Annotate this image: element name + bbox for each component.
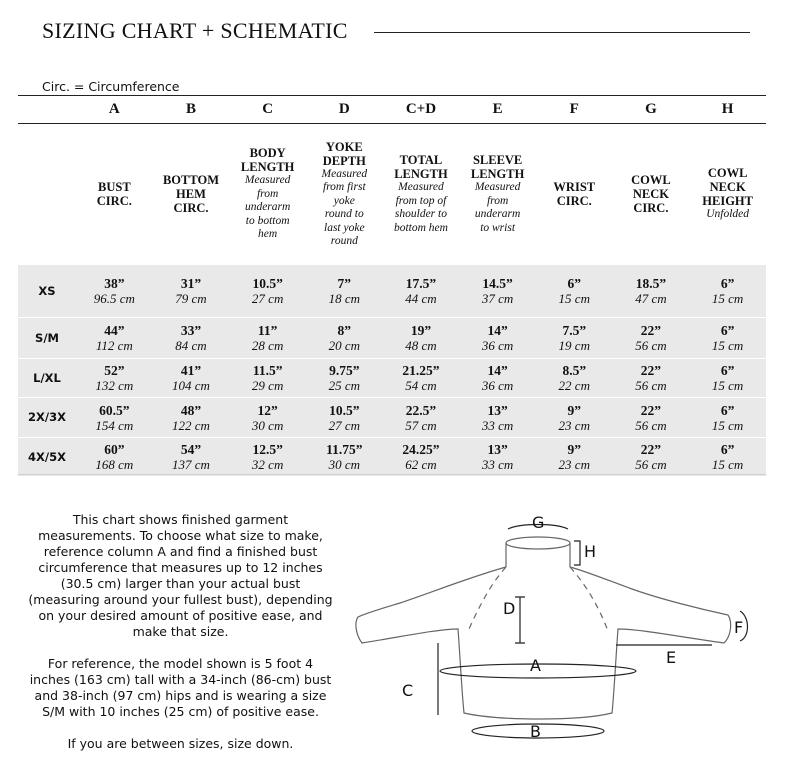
inches-value: 44”	[104, 323, 125, 338]
column-heading-line: BODY	[249, 146, 286, 161]
measurement-cell	[689, 318, 766, 358]
measure-h	[574, 541, 580, 565]
measurement-cell	[306, 359, 383, 397]
inches-value: 22”	[640, 442, 662, 457]
column-letter	[18, 96, 76, 124]
inches-value: 18.5”	[635, 276, 667, 291]
inches-value: 21.25”	[402, 363, 440, 378]
collar-top	[506, 537, 570, 549]
column-subheading-line: Measured	[321, 167, 368, 180]
inches-value: 38”	[104, 276, 125, 291]
inches-value: 9”	[567, 402, 582, 418]
centimeters-value: 56 cm	[635, 338, 667, 353]
inches-value: 54”	[180, 442, 202, 457]
measurement-cell	[76, 398, 153, 437]
centimeters-value: 30 cm	[251, 417, 284, 433]
column-letter: A	[76, 96, 153, 124]
measurement-cell	[459, 265, 536, 317]
column-subheading-line: hem	[258, 228, 278, 241]
column-heading-line: DEPTH	[322, 153, 366, 168]
between-sizes-note: If you are between sizes, size down.	[67, 736, 294, 751]
centimeters-value: 15 cm	[711, 457, 744, 472]
table-row	[18, 398, 766, 437]
column-letter: G	[613, 96, 690, 124]
label-b: B	[530, 722, 541, 741]
abbreviation-note: Circ. = Circumference	[42, 79, 180, 94]
column-heading-line: CIRC.	[633, 201, 669, 215]
centimeters-value: 15 cm	[711, 338, 744, 353]
centimeters-value: 23 cm	[558, 457, 590, 472]
label-g: G	[532, 513, 545, 532]
inches-value: 8”	[337, 323, 352, 338]
centimeters-value: 29 cm	[251, 378, 284, 393]
measurement-cell	[536, 265, 613, 317]
column-subheading-line: Measured	[244, 174, 291, 187]
column-description	[76, 124, 153, 265]
centimeters-value: 15 cm	[711, 417, 744, 433]
centimeters-value: 19 cm	[558, 338, 590, 353]
measurement-cell	[229, 318, 306, 358]
inches-value: 9.75”	[329, 363, 360, 378]
table-row	[18, 318, 766, 358]
column-subheading-line: round	[330, 235, 358, 247]
sizing-table	[18, 95, 766, 476]
collar-sides	[506, 543, 570, 567]
inches-value: 11.75”	[326, 442, 363, 457]
centimeters-value: 44 cm	[405, 291, 437, 306]
measurement-cell	[383, 318, 460, 358]
centimeters-value: 15 cm	[711, 291, 744, 306]
page-title: SIZING CHART + SCHEMATIC	[42, 18, 348, 43]
measurement-cell	[536, 438, 613, 476]
column-subheading-line: Measured	[474, 181, 521, 193]
measurement-cell	[459, 398, 536, 437]
column-letter: D	[306, 96, 383, 124]
column-description	[306, 124, 383, 265]
column-heading-line: CIRC.	[96, 194, 132, 208]
label-c: C	[402, 681, 414, 700]
measurement-cell	[229, 265, 306, 317]
inches-value: 14”	[487, 323, 508, 338]
centimeters-value: 104 cm	[172, 378, 210, 393]
column-description	[153, 124, 230, 265]
measurement-cell	[689, 359, 766, 397]
inches-value: 24.25”	[402, 442, 440, 457]
inches-value: 19”	[410, 323, 432, 338]
column-letter: E	[459, 96, 536, 124]
column-heading-line: COWL	[631, 173, 671, 187]
table-row	[18, 359, 766, 397]
centimeters-value: 18 cm	[328, 291, 360, 306]
inches-value: 6”	[720, 402, 735, 418]
measurement-cell	[689, 398, 766, 437]
column-subheading-line: Measured	[398, 181, 444, 193]
centimeters-value: 56 cm	[635, 417, 667, 433]
measurement-cell	[383, 359, 460, 397]
centimeters-value: 79 cm	[175, 291, 207, 306]
column-heading-line: LENGTH	[240, 160, 295, 175]
measurement-cell	[153, 265, 230, 317]
column-subheading-line: underarm	[244, 201, 291, 214]
inches-value: 11.5”	[252, 363, 283, 378]
column-subheading-line: from top of	[395, 194, 447, 207]
column-heading-line: CIRC.	[173, 201, 209, 215]
measurement-cell	[229, 359, 306, 397]
table-row	[18, 265, 766, 317]
column-subheading-line: round to	[324, 208, 364, 220]
column-subheading-line: Unfolded	[706, 208, 750, 221]
centimeters-value: 27 cm	[251, 291, 284, 306]
sweater-schematic	[340, 505, 760, 765]
inches-value: 13”	[487, 402, 508, 418]
centimeters-value: 25 cm	[328, 378, 360, 393]
measurement-cell	[153, 398, 230, 437]
measurement-cell	[306, 438, 383, 476]
centimeters-value: 54 cm	[405, 378, 437, 393]
centimeters-value: 20 cm	[328, 338, 360, 353]
label-f: F	[734, 618, 744, 637]
column-subheading-line: from	[486, 194, 509, 207]
measurement-cell	[536, 318, 613, 358]
centimeters-value: 15 cm	[711, 378, 744, 393]
label-a: A	[530, 656, 541, 675]
size-label: XS	[18, 265, 76, 317]
inches-value: 6”	[720, 276, 735, 291]
column-subheading-line: yoke	[333, 194, 355, 207]
label-h: H	[584, 542, 597, 561]
measurement-cell	[613, 438, 690, 476]
inches-value: 22.5”	[405, 402, 437, 418]
centimeters-value: 30 cm	[328, 457, 360, 472]
inches-value: 8.5”	[562, 363, 587, 378]
measurement-cell	[383, 398, 460, 437]
column-subheading-line: from	[256, 187, 279, 200]
measurement-cell	[306, 398, 383, 437]
measurement-cell	[306, 265, 383, 317]
column-heading-line: BUST	[98, 180, 131, 194]
column-letter: F	[536, 96, 613, 124]
column-subheading-line: bottom hem	[393, 221, 448, 234]
measurement-cell	[613, 318, 690, 358]
column-description	[383, 124, 460, 265]
column-heading-line: BOTTOM	[162, 173, 219, 187]
measurement-cell	[383, 265, 460, 317]
centimeters-value: 36 cm	[481, 338, 514, 353]
inches-value: 12.5”	[252, 442, 283, 457]
inches-value: 60.5”	[99, 402, 130, 418]
column-description-row	[18, 124, 766, 265]
inches-value: 60”	[104, 442, 125, 457]
centimeters-value: 22 cm	[558, 378, 590, 393]
centimeters-value: 28 cm	[251, 338, 284, 353]
measurement-cell	[613, 265, 690, 317]
column-heading-line: CIRC.	[556, 194, 592, 208]
inches-value: 22”	[640, 323, 662, 338]
column-letter-row	[18, 96, 766, 124]
centimeters-value: 33 cm	[481, 417, 514, 433]
measurement-cell	[689, 438, 766, 476]
measurement-cell	[536, 359, 613, 397]
column-description	[613, 124, 690, 265]
title-rule	[374, 32, 750, 33]
centimeters-value: 62 cm	[405, 457, 437, 472]
column-heading-line: COWL	[707, 166, 748, 181]
instruction-paragraph: This chart shows finished garment measurements. To choose what size to make, reference column A and find a finished bust circumference that measures up to 12 inches (30.5 cm) larger than your actual bust (measuring around your fullest bust), depending on your desired amount of positive ease, and make that size.	[28, 512, 333, 639]
inches-value: 7.5”	[562, 323, 587, 338]
inches-value: 6”	[720, 442, 735, 457]
column-heading-line: NECK	[709, 180, 746, 195]
column-subheading-line: to bottom	[245, 214, 290, 227]
reference-paragraph: For reference, the model shown is 5 foot 4 inches (163 cm) tall with a 34-inch (86-cm) bust and 38-inch (97 cm) hips and is wearing a size S/M with 10 inches (25 cm) of positive ease.	[29, 656, 332, 719]
column-heading-line: HEM	[176, 187, 206, 201]
inches-value: 14”	[487, 363, 508, 378]
measurement-cell	[613, 359, 690, 397]
column-letter: H	[689, 96, 766, 124]
column-heading-line: LENGTH	[470, 167, 525, 181]
centimeters-value: 56 cm	[635, 457, 667, 472]
size-label: 2X/3X	[18, 398, 76, 437]
column-heading-line: WRIST	[553, 180, 596, 194]
size-label: S/M	[18, 318, 76, 358]
centimeters-value: 122 cm	[172, 417, 210, 433]
centimeters-value: 112 cm	[95, 338, 133, 353]
centimeters-value: 168 cm	[95, 457, 134, 472]
column-subheading-line: last yoke	[324, 221, 365, 234]
measure-d	[515, 597, 525, 643]
inches-value: 22”	[640, 363, 662, 378]
centimeters-value: 137 cm	[172, 457, 210, 472]
column-heading-line: YOKE	[325, 139, 363, 154]
column-subheading-line: from first	[322, 181, 366, 193]
table-bottom-rule	[18, 474, 766, 475]
centimeters-value: 33 cm	[481, 457, 514, 472]
column-description	[459, 124, 536, 265]
measurement-cell	[613, 398, 690, 437]
column-heading-line: TOTAL	[399, 153, 443, 167]
inches-value: 10.5”	[252, 276, 283, 291]
measurement-cell	[153, 438, 230, 476]
centimeters-value: 56 cm	[635, 378, 667, 393]
table-row	[18, 438, 766, 476]
centimeters-value: 57 cm	[405, 417, 437, 433]
measurement-cell	[229, 398, 306, 437]
column-heading-line: LENGTH	[394, 167, 448, 181]
centimeters-value: 84 cm	[175, 338, 207, 353]
inches-value: 6”	[567, 276, 582, 291]
label-e: E	[666, 648, 677, 667]
centimeters-value: 27 cm	[328, 417, 360, 433]
measurement-cell	[153, 318, 230, 358]
column-subheading-line: underarm	[474, 208, 521, 220]
measurement-cell	[383, 438, 460, 476]
inches-value: 9”	[567, 442, 582, 457]
measurement-cell	[459, 359, 536, 397]
measurement-cell	[76, 318, 153, 358]
column-subheading-line: shoulder to	[394, 208, 447, 220]
inches-value: 22”	[640, 402, 662, 418]
centimeters-value: 36 cm	[481, 378, 514, 393]
yoke-line-right	[570, 567, 608, 631]
measurement-cell	[459, 318, 536, 358]
column-heading-line: HEIGHT	[702, 194, 753, 209]
inches-value: 17.5”	[405, 276, 437, 291]
measurement-cell	[459, 438, 536, 476]
inches-value: 13”	[487, 442, 508, 457]
title-row	[42, 18, 750, 46]
inches-value: 12”	[257, 402, 278, 418]
centimeters-value: 47 cm	[635, 291, 667, 306]
column-letter: C+D	[383, 96, 460, 124]
measurement-cell	[76, 438, 153, 476]
inches-value: 6”	[720, 323, 735, 338]
inches-value: 41”	[180, 363, 202, 378]
size-label: 4X/5X	[18, 438, 76, 476]
measurement-cell	[153, 359, 230, 397]
column-subheading-line: to wrist	[480, 221, 516, 234]
size-label: L/XL	[18, 359, 76, 397]
size-rows	[18, 264, 766, 476]
sizing-instructions	[28, 512, 333, 768]
column-heading-line: NECK	[632, 187, 669, 201]
centimeters-value: 32 cm	[251, 457, 284, 472]
inches-value: 31”	[180, 276, 202, 291]
centimeters-value: 96.5 cm	[93, 291, 135, 306]
centimeters-value: 23 cm	[558, 417, 590, 433]
centimeters-value: 154 cm	[95, 417, 134, 433]
centimeters-value: 132 cm	[95, 378, 134, 393]
inches-value: 52”	[104, 363, 125, 378]
inches-value: 11”	[257, 323, 278, 338]
column-letter: B	[153, 96, 230, 124]
centimeters-value: 15 cm	[558, 291, 590, 306]
column-description	[536, 124, 613, 265]
measurement-cell	[536, 398, 613, 437]
inches-value: 48”	[180, 402, 202, 418]
measurement-cell	[306, 318, 383, 358]
measurement-cell	[689, 265, 766, 317]
inches-value: 6”	[720, 363, 735, 378]
inches-value: 10.5”	[329, 402, 360, 418]
measurement-cell	[229, 438, 306, 476]
inches-value: 33”	[180, 323, 202, 338]
label-d: D	[503, 599, 516, 618]
column-heading-line: SLEEVE	[472, 153, 523, 167]
column-description	[18, 124, 76, 265]
column-description	[229, 124, 306, 265]
column-letter: C	[229, 96, 306, 124]
inches-value: 7”	[337, 276, 352, 291]
centimeters-value: 37 cm	[481, 291, 514, 306]
measurement-cell	[76, 265, 153, 317]
column-description	[689, 124, 766, 265]
measurement-cell	[76, 359, 153, 397]
centimeters-value: 48 cm	[405, 338, 437, 353]
inches-value: 14.5”	[482, 276, 513, 291]
